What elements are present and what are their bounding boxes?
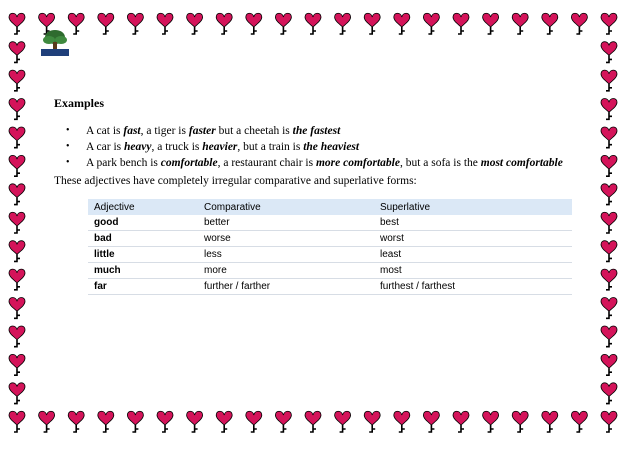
cell-adjective: bad [88, 231, 198, 247]
table-header-row [88, 199, 572, 215]
emphasis-run [481, 157, 563, 169]
irregular-adjectives-table [88, 199, 572, 295]
cell-superlative: best [374, 215, 572, 231]
cell-adjective: good [88, 215, 198, 231]
table-row [88, 247, 572, 263]
table-row [88, 231, 572, 247]
emphasis-run [293, 125, 341, 137]
emphasis-run [202, 141, 237, 153]
table-row [88, 279, 572, 295]
irregular-intro-text: These adjectives have completely irregular comparative and superlative forms: [54, 175, 417, 187]
cell-superlative: worst [374, 231, 572, 247]
plain-run: , but a train is [237, 141, 304, 153]
cell-superlative: most [374, 263, 572, 279]
plain-run: , a restaurant chair is [217, 157, 316, 169]
cell-comparative: better [198, 215, 374, 231]
cell-adjective: little [88, 247, 198, 263]
emphasis-text: more comfortable [315, 157, 400, 169]
plain-run: A cat is [86, 125, 124, 137]
plain-run: , but a sofa is the [399, 157, 481, 169]
cell-comparative: less [198, 247, 374, 263]
emphasis-run [123, 125, 140, 137]
emphasis-text: faster [188, 125, 216, 137]
examples-list [66, 123, 563, 171]
cell-comparative: further / farther [198, 279, 374, 295]
emphasis-text: the fastest [292, 125, 341, 137]
emphasis-text: most comfortable [480, 157, 563, 169]
emphasis-text: heavy [124, 141, 152, 153]
emphasis-run [316, 157, 400, 169]
cell-superlative: furthest / farthest [374, 279, 572, 295]
emphasis-text: heavier [202, 141, 238, 153]
emphasis-text: comfortable [160, 157, 218, 169]
emphasis-text: the heaviest [303, 141, 360, 153]
table-row [88, 215, 572, 231]
cell-superlative: least [374, 247, 572, 263]
plain-run: but a cheetah is [215, 125, 293, 137]
emphasis-run [161, 157, 218, 169]
example-fast [66, 123, 563, 139]
cell-adjective: much [88, 263, 198, 279]
plain-run: , a truck is [151, 141, 203, 153]
cell-comparative: worse [198, 231, 374, 247]
emphasis-run [303, 141, 359, 153]
plain-run: , a tiger is [140, 125, 189, 137]
example-comfortable [66, 155, 563, 171]
cell-adjective: far [88, 279, 198, 295]
table-row [88, 263, 572, 279]
plain-run: A car is [86, 141, 125, 153]
emphasis-run [124, 141, 151, 153]
emphasis-run [189, 125, 216, 137]
examples-heading: Examples [54, 96, 105, 110]
plain-run: A park bench is [86, 157, 161, 169]
example-heavy [66, 139, 563, 155]
header-adjective: Adjective [88, 199, 198, 215]
header-superlative: Superlative [374, 199, 572, 215]
cell-comparative: more [198, 263, 374, 279]
emphasis-text: fast [123, 125, 141, 137]
header-comparative: Comparative [198, 199, 374, 215]
